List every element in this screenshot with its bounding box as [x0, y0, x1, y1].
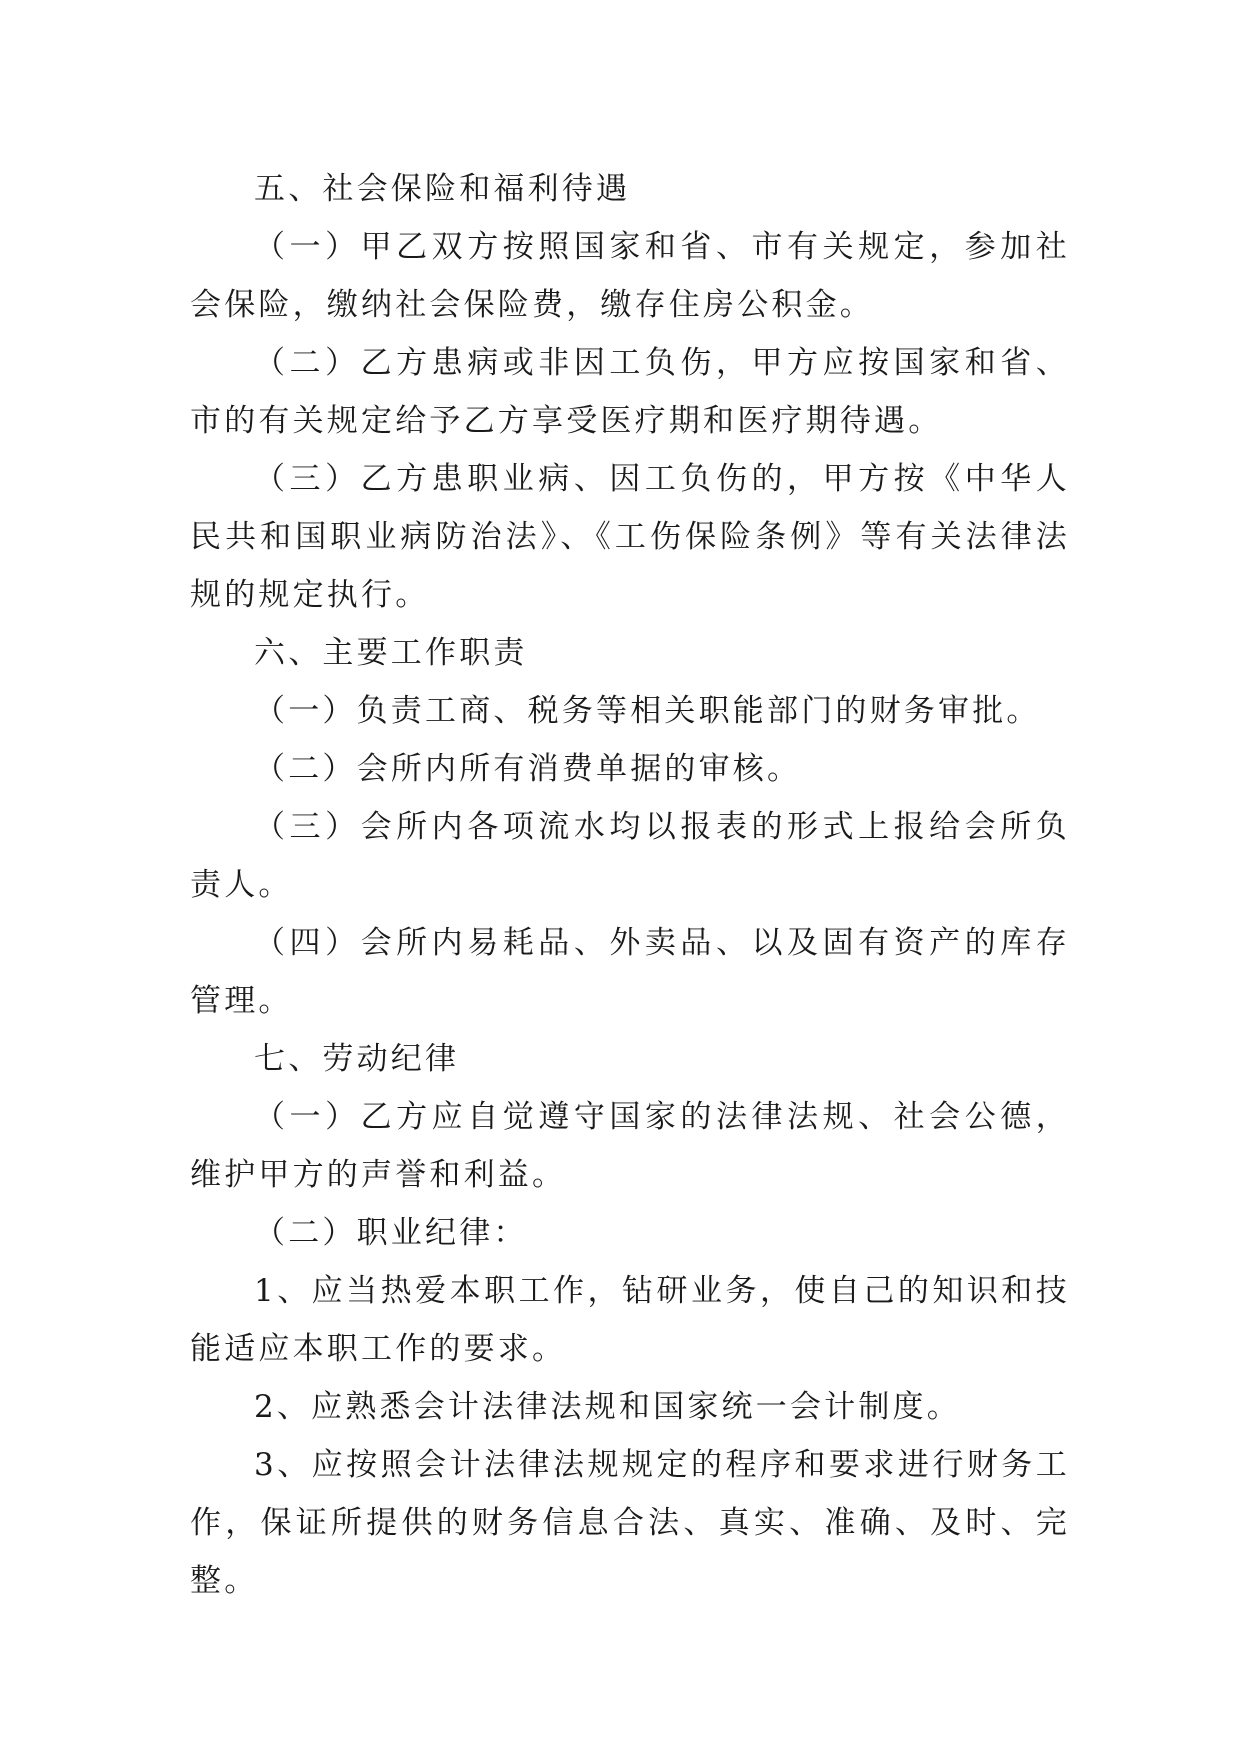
- paragraph: （二）职业纪律：: [254, 1215, 528, 1251]
- document-body: [190, 160, 1070, 1610]
- section-heading-job-duties: 六、主要工作职责: [254, 635, 528, 671]
- paragraph: （四）会所内易耗品、外卖品、以及固有资产的库存管理。: [190, 925, 1070, 1019]
- paragraph: 2、应熟悉会计法律法规和国家统一会计制度。: [254, 1389, 961, 1425]
- paragraph: （三）乙方患职业病、因工负伤的，甲方按《中华人民共和国职业病防治法》、《工伤保险条例》等有关法律法规的规定执行。: [190, 461, 1070, 613]
- paragraph: （二）乙方患病或非因工负伤，甲方应按国家和省、市的有关规定给予乙方享受医疗期和医疗期待遇。: [190, 345, 1070, 439]
- paragraph: 3、应按照会计法律法规规定的程序和要求进行财务工作，保证所提供的财务信息合法、真实、准确、及时、完整。: [190, 1447, 1070, 1599]
- paragraph: 1、应当热爱本职工作，钻研业务，使自己的知识和技能适应本职工作的要求。: [190, 1273, 1070, 1367]
- paragraph: （一）甲乙双方按照国家和省、市有关规定，参加社会保险，缴纳社会保险费，缴存住房公积金。: [190, 229, 1070, 323]
- section-heading-social-insurance: 五、社会保险和福利待遇: [254, 171, 631, 207]
- section-heading-labor-discipline: 七、劳动纪律: [254, 1041, 460, 1077]
- paragraph: （一）乙方应自觉遵守国家的法律法规、社会公德，维护甲方的声誉和利益。: [190, 1099, 1070, 1193]
- paragraph: （一）负责工商、税务等相关职能部门的财务审批。: [254, 693, 1041, 729]
- paragraph: （三）会所内各项流水均以报表的形式上报给会所负责人。: [190, 809, 1070, 903]
- paragraph: （二）会所内所有消费单据的审核。: [254, 751, 802, 787]
